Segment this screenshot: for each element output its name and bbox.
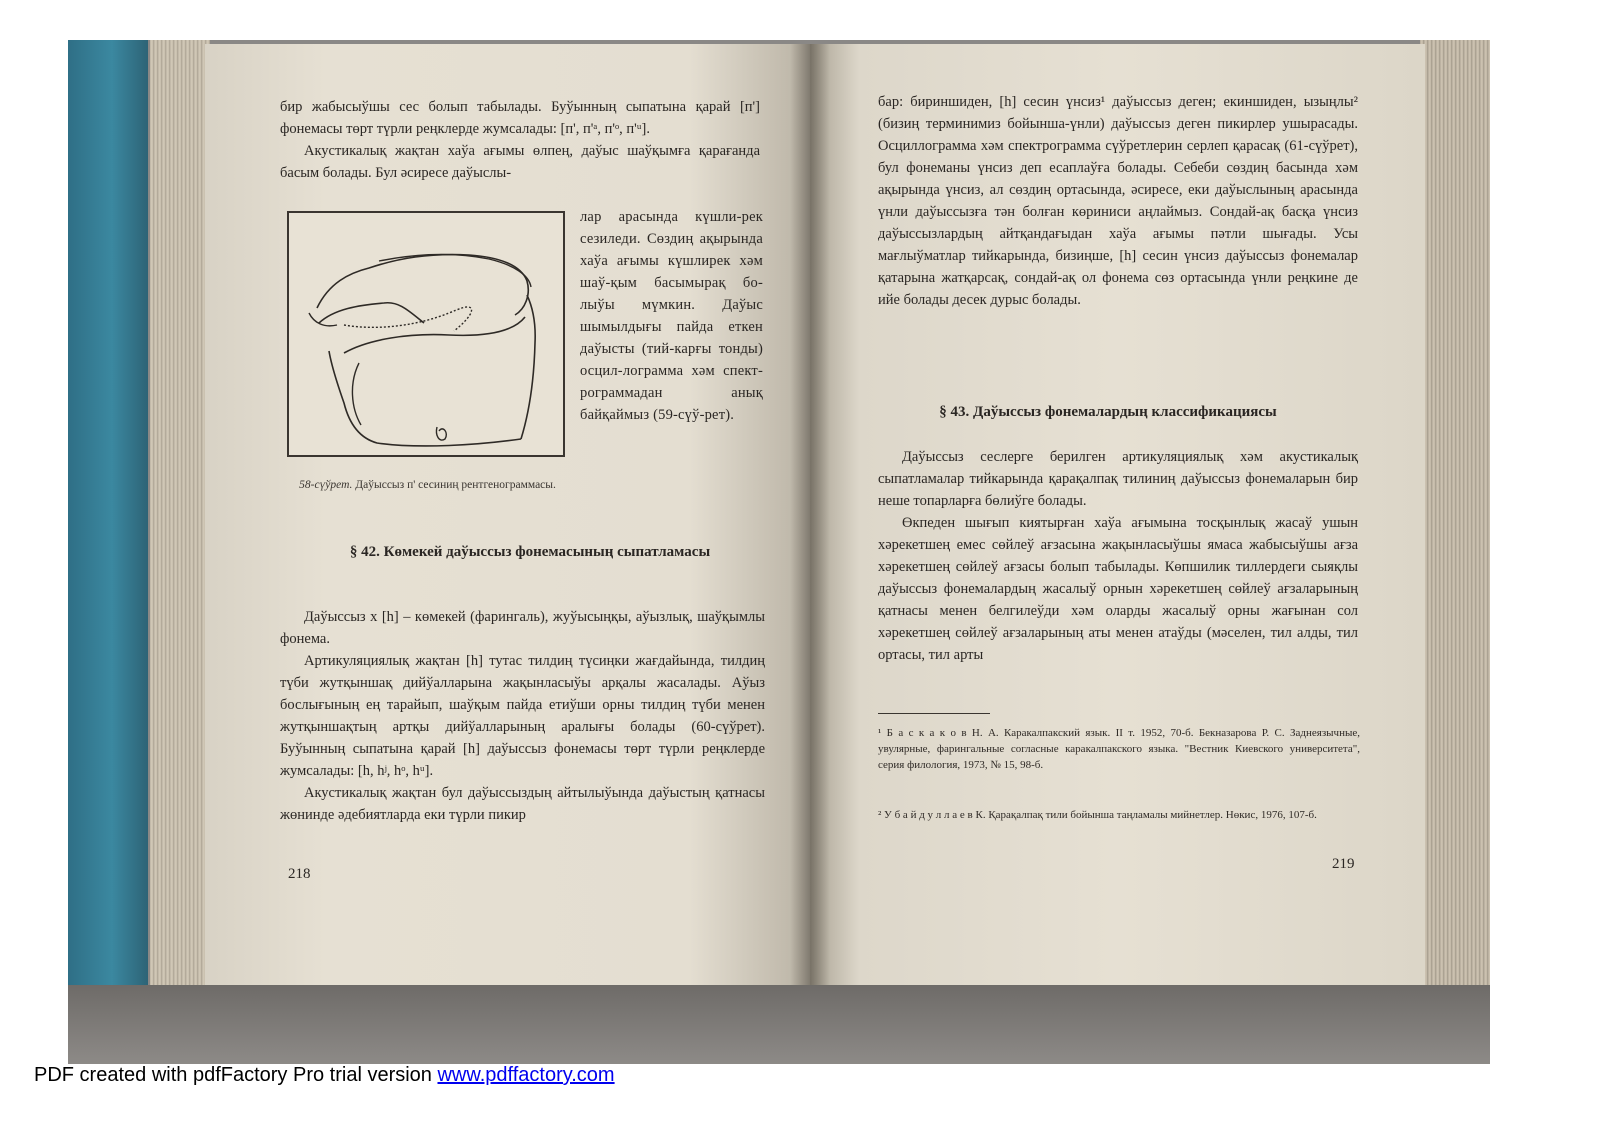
footnote-rule — [878, 713, 990, 714]
left-page-text-bottom — [280, 606, 765, 826]
right-page-stack — [1420, 40, 1490, 1000]
book-cover-edge — [68, 40, 148, 1000]
figure-caption-number: 58-сүўрет. — [299, 479, 353, 491]
left-page-number: 218 — [288, 866, 311, 882]
left-para-2a: Акустикалық жақтан хаўа ағымы өлпең, даўыс шаўқымға қарағанда басым болады. Бул әсиресе даўыслы- — [280, 143, 760, 181]
right-page-number: 219 — [1332, 856, 1355, 872]
left-para-4: Артикуляциялық жақтан [h] тутас тилдиң түсиңки жағдайында, тилдиң түби жутқыншақ дийўалларына жақынласыўы арқалы жасалады. Аўыз бослығының ең тарайып, шаўқым пайда етиўши орны тилдиң түби менен жутқыншақтың артқы дийўалларының аралығы болады (60-сүўрет). Буўынның сыпатына қарай [h] даўыссыз фонемасы төрт түрли реңклерде жумсалады: [h, hʲ, hᵒ, hᵘ]. — [280, 653, 765, 779]
vocal-tract-drawing — [289, 213, 563, 455]
left-page-stack — [150, 40, 210, 1000]
left-para-1: бир жабысыўшы сес болып табылады. Буўынның сыпатына қарай [п'] фонемасы төрт түрли реңклерде жумсалады: [п', п'ᵃ, п'ᵒ, п'ᵘ]. — [280, 99, 760, 137]
right-page-text-bottom — [878, 446, 1358, 666]
figure-caption-text: Даўыссыз п' сесиниң рентгенограммасы. — [355, 479, 556, 491]
book-gutter — [790, 44, 830, 994]
right-para-2: Даўыссыз сеслерге берилген артикуляциялық хәм акустикалық сыпатламалар тийкарында қарақалпақ тилиниң даўыссыз фонемаларын бир неше топарларға бөлиўге болады. — [878, 449, 1358, 509]
bottom-shadow — [68, 985, 1490, 1064]
left-para-3: Даўыссыз х [h] – көмекей (фарингаль), жуўысыңқы, аўызлық, шаўқымлы фонема. — [280, 609, 765, 647]
right-page-text-top — [878, 91, 1358, 311]
left-para-2b: лар арасында күшли-рек сезиледи. Сөздиң ақырында хаўа ағымы күшлирек хәм шаў-қым басымырақ бо-лыўы мүмкин. Даўыс шымылдығы пайда еткен даўысты (тий-карғы тонды) осцил-лограмма хәм спект-рограммадан анық байқаймыз (59-сүў-рет). — [580, 209, 763, 423]
pdf-footer — [34, 1064, 615, 1087]
left-para-5: Акустикалық жақтан бул даўыссыздың айтылыўында даўыстың қатнасы жөнинде әдебиятларда еки түрли пикир — [280, 785, 765, 823]
section-43-heading: § 43. Даўыссыз фонемалардың классификациясы — [939, 404, 1277, 420]
section-42-heading: § 42. Көмекей даўыссыз фонемасының сыпатламасы — [349, 544, 711, 560]
right-para-3: Өкпеден шығып киятырған хаўа ағымына тосқынлық жасаў ушын хәрекетшең емес сөйлеў ағзасына жақынласыўшы ямаса жабысыўшы ағза хәрекетшең сөйлеў ағзасы болып табылады. Көпшилик тиллердеги сыяқлы даўыссыз фонемалардың жасалыў орнын хәрекетшең сөйлеў ағзаларының қатнасы менен белгилеўди хәм оларды жасалыў орны жағынан сол хәрекетшең сөйлеў ағзаларының аты менен атаўды (мәселен, тил алды, тил ортасы, тил арты — [878, 515, 1358, 663]
right-para-1: бар: бириншиден, [h] сесин үнсиз¹ даўыссыз деген; екиншиден, ызыңлы² (бизиң терминимиз бойынша-үнли) даўыссыз деген пикирлер ушырасады. Осциллограмма хәм спектрограмма сүўретлерин серлеп қарасақ (61-сүўрет), бул фонеманы үнсиз деп есаплаўға болады. Себеби сөздиң басында хәм ақырында үнсиз, ал сөздиң ортасында, әсиресе, еки даўыслының арасында үнли даўыссызға тән болған көриниси аңлаймыз. Сондай-ақ басқа үнсиз даўыссызлардың айтқандағыдан хаўа ағымы пәтли шығады. Усы мағлыўматлар тийкарында, бизиңше, [h] сесин үнсиз даўыссыз фонемалар қатарына жатқарсақ, сондай-ақ ол фонема сөз ортасында үнли реңкине де ийе болады десек дурыс болады. — [878, 94, 1358, 308]
pdffactory-link[interactable]: www.pdffactory.com — [437, 1064, 615, 1086]
footer-text: PDF created with pdfFactory Pro trial version — [34, 1064, 438, 1086]
left-page — [205, 44, 810, 994]
rentgenogram-figure — [287, 211, 565, 457]
left-para-2b-wrap — [580, 206, 763, 426]
figure-caption — [290, 478, 565, 492]
footnote-1: ¹ Б а с к а к о в Н. А. Каракалпакский язык. II т. 1952, 70-б. Бекназарова Р. С. Заднеязычные, увулярные, фарингальные согласные каракалпакского языка. "Вестник Киевского университета", серия филология, 1973, № 15, 98-б. — [878, 727, 1360, 771]
left-page-text-top — [280, 96, 760, 184]
footnote-2: ² У б а й д у л л а е в К. Қарақалпақ тили бойынша таңламалы мийнетлер. Нөкис, 1976, 107-б. — [878, 809, 1317, 821]
